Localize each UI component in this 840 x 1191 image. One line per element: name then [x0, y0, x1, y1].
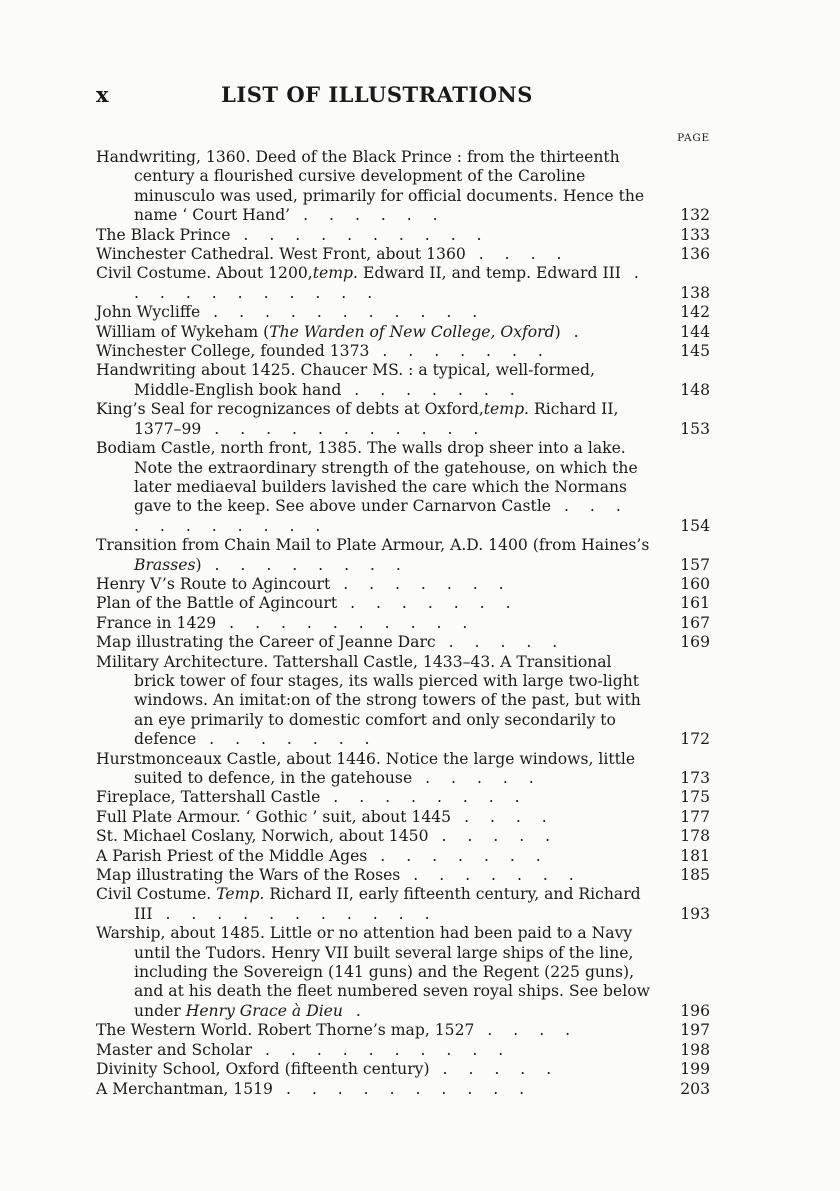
leader-dots: . . . . . [412, 769, 542, 787]
list-item [96, 594, 710, 613]
list-item [96, 788, 710, 807]
entry-page-number: 145 [680, 342, 710, 361]
entry-caption: Edward II, and temp. Edward III [358, 264, 621, 283]
entry-page-number: 203 [680, 1079, 710, 1098]
entry-page-number: 178 [680, 827, 710, 846]
entry-caption: A Merchantman, 1519 [96, 1079, 273, 1098]
leader-dots: . . . . . . . . [320, 788, 528, 807]
entry-caption: The Warden of New College, Oxford [269, 322, 555, 341]
entry-caption: King’s Seal for recognizances of debts at Oxford, [96, 400, 484, 419]
entry-caption: Henry V’s Route to Agincourt [96, 574, 331, 593]
list-item [96, 1041, 710, 1060]
entry-page-number: 185 [680, 866, 710, 885]
leader-dots: . . . . . . . . . . [230, 225, 490, 244]
list-item [96, 808, 710, 827]
entry-caption: John Wycliffe [96, 303, 201, 322]
leader-dots: . . . . [474, 1021, 579, 1040]
entry-page-number: 167 [680, 613, 710, 632]
list-item [96, 827, 710, 846]
list-item [96, 536, 710, 575]
entry-caption: Civil Costume. [96, 885, 217, 904]
entry-page-number: 154 [680, 516, 710, 535]
entry-caption: Henry Grace à Dieu [185, 1001, 343, 1020]
list-item [96, 303, 710, 322]
entry-caption: St. Michael Coslany, Norwich, about 1450 [96, 827, 429, 846]
entry-caption: Handwriting about 1425. Chaucer MS. : a typical, well-formed, Middle-English book hand [96, 361, 595, 399]
list-item [96, 750, 710, 789]
leader-dots: . . . . . [429, 1060, 560, 1079]
entry-caption: Plan of the Battle of Agincourt [96, 594, 338, 613]
entry-caption: Richard II, 1377–99 [134, 400, 619, 438]
entry-page-number: 160 [680, 574, 710, 593]
list-item [96, 439, 710, 536]
entry-caption: Warship, about 1485. Little or no attention had been paid to a Navy until the Tudors. Henry VII built several large ships of the line, including the Sovereign (141 guns) and the Regent (225 guns), and at his death the fleet numbered seven royal ships. See below under [96, 924, 650, 1020]
entry-page-number: 142 [680, 303, 710, 322]
entry-caption: temp. [483, 400, 530, 419]
list-item [96, 323, 710, 342]
list-item [96, 245, 710, 264]
entry-page-number: 196 [680, 1001, 710, 1020]
page-number: x [96, 82, 109, 107]
list-item [96, 148, 710, 226]
entry-caption: Bodiam Castle, north front, 1385. The walls drop sheer into a lake. Note the extraordinary strength of the gatehouse, on which the later mediaeval builders lavished the care which the Normans gave to the keep. See above under Carnarvon Castle [96, 439, 638, 516]
entry-page-number: 173 [680, 769, 710, 787]
entry-caption: William of Wykeham ( [96, 322, 270, 341]
leader-dots: . . . . . . . . . . [252, 1040, 512, 1059]
entry-page-number: 148 [680, 380, 710, 399]
list-item [96, 885, 710, 924]
entry-caption: The Black Prince [96, 225, 231, 244]
leader-dots: . . . . . . . [369, 342, 551, 361]
entry-caption: ) [554, 322, 561, 341]
entry-caption: Divinity School, Oxford (fifteenth century) [96, 1060, 430, 1079]
entry-page-number: 169 [680, 633, 710, 652]
list-item [96, 226, 710, 245]
entry-caption: The Western World. Robert Thorne’s map, 1527 [96, 1021, 475, 1040]
list-item [96, 575, 710, 594]
leader-dots: . . . . . [435, 633, 566, 652]
leader-dots: . . . . . . . . . . . [134, 497, 629, 535]
leader-dots: . . . . . . . [367, 846, 549, 865]
entry-page-number: 181 [680, 846, 710, 865]
leader-dots: . . . . [465, 245, 570, 264]
leader-dots: . . . . . . . [330, 574, 512, 593]
leader-dots: . . . . . . . . . . . [152, 904, 438, 923]
list-item [96, 400, 710, 439]
leader-dots: . . . . . . . [341, 380, 523, 399]
entry-page-number: 161 [680, 594, 710, 613]
entry-page-number: 198 [680, 1040, 710, 1059]
entry-page-number: 144 [680, 322, 710, 341]
entry-caption: Map illustrating the Career of Jeanne Darc [96, 633, 436, 652]
entry-caption: France in 1429 [96, 613, 217, 632]
list-item [96, 342, 710, 361]
list-item [96, 847, 710, 866]
entry-caption: A Parish Priest of the Middle Ages [96, 846, 368, 865]
entry-caption: Temp. [216, 885, 265, 904]
list-item [96, 614, 710, 633]
entry-caption: Hurstmonceaux Castle, about 1446. Notice the large windows, little suited to defence, in the gatehouse [96, 749, 636, 787]
running-header [96, 82, 658, 112]
entry-caption: ) [195, 555, 202, 574]
list-item [96, 264, 710, 303]
entry-caption: Fireplace, Tattershall Castle [96, 788, 321, 807]
list-item [96, 1060, 710, 1079]
list-item [96, 924, 710, 1021]
leader-dots: . . . . . . . [400, 866, 582, 885]
page-column-label: PAGE [677, 132, 710, 144]
leader-dots: . . . . . . . . . . . [200, 303, 486, 322]
leader-dots: . . . . . . . . . . [272, 1079, 533, 1098]
entry-caption: Winchester College, founded 1373 [96, 342, 370, 361]
entry-caption: Master and Scholar [96, 1040, 253, 1059]
entry-caption: Winchester Cathedral. West Front, about 1360 [96, 245, 466, 264]
leader-dots: . . . . . . . [337, 594, 519, 613]
list-item [96, 1021, 710, 1040]
leader-dots: . . . . [451, 807, 555, 826]
list-item [96, 653, 710, 750]
entry-caption: Full Plate Armour. ‘ Gothic ’ suit, about 1445 [96, 807, 452, 826]
leader-dots: . . . . . . [290, 206, 446, 225]
entry-page-number: 197 [680, 1021, 710, 1040]
leader-dots: . . . . . [428, 827, 559, 846]
leader-dots: . . . . . . . . [201, 555, 409, 574]
list-item [96, 1080, 710, 1099]
entry-caption: Brasses [134, 555, 196, 574]
entry-caption: Richard II, early fifteenth century, and Richard III [134, 885, 641, 923]
entry-page-number: 175 [680, 788, 710, 807]
leader-dots: . . . . . . . . . . . [201, 419, 487, 438]
entry-page-number: 193 [680, 904, 710, 923]
leader-dots: . [342, 1001, 369, 1020]
entry-page-number: 133 [680, 225, 710, 244]
entry-caption: Civil Costume. About 1200, [96, 264, 313, 283]
entry-page-number: 157 [680, 555, 710, 574]
entry-caption: Military Architecture. Tattershall Castle, 1433–43. A Transitional brick tower of four stages, its walls pierced with large two-light windows. An imitat:on of the strong towers of the past, but with an eye primarily to domestic comfort and only secondarily to defence [96, 652, 641, 749]
list-item [96, 866, 710, 885]
page-title: LIST OF ILLUSTRATIONS [221, 82, 533, 107]
entry-page-number: 177 [680, 807, 710, 826]
entry-caption: Transition from Chain Mail to Plate Armour, A.D. 1400 (from Haines’s [96, 536, 650, 555]
leader-dots: . . . . . . . [196, 730, 378, 749]
leader-dots: . . . . . . . . . . . [134, 264, 647, 302]
illustrations-list [96, 148, 710, 1099]
entry-caption: Map illustrating the Wars of the Roses [96, 866, 401, 885]
entry-page-number: 153 [680, 419, 710, 438]
entry-page-number: 136 [680, 245, 710, 264]
entry-page-number: 172 [680, 730, 710, 749]
leader-dots: . [560, 322, 587, 341]
list-item [96, 633, 710, 652]
list-item [96, 361, 710, 400]
leader-dots: . . . . . . . . . . [216, 613, 476, 632]
entry-caption: temp. [312, 264, 358, 283]
entry-page-number: 138 [680, 283, 710, 302]
entry-page-number: 132 [680, 206, 710, 225]
entry-page-number: 199 [680, 1060, 710, 1079]
entry-caption: Handwriting, 1360. Deed of the Black Prince : from the thirteenth century a flourished cursive development of the Caroline minusculo was used, primarily for official documents. Hence the name ‘ Court Hand’ [96, 148, 645, 225]
